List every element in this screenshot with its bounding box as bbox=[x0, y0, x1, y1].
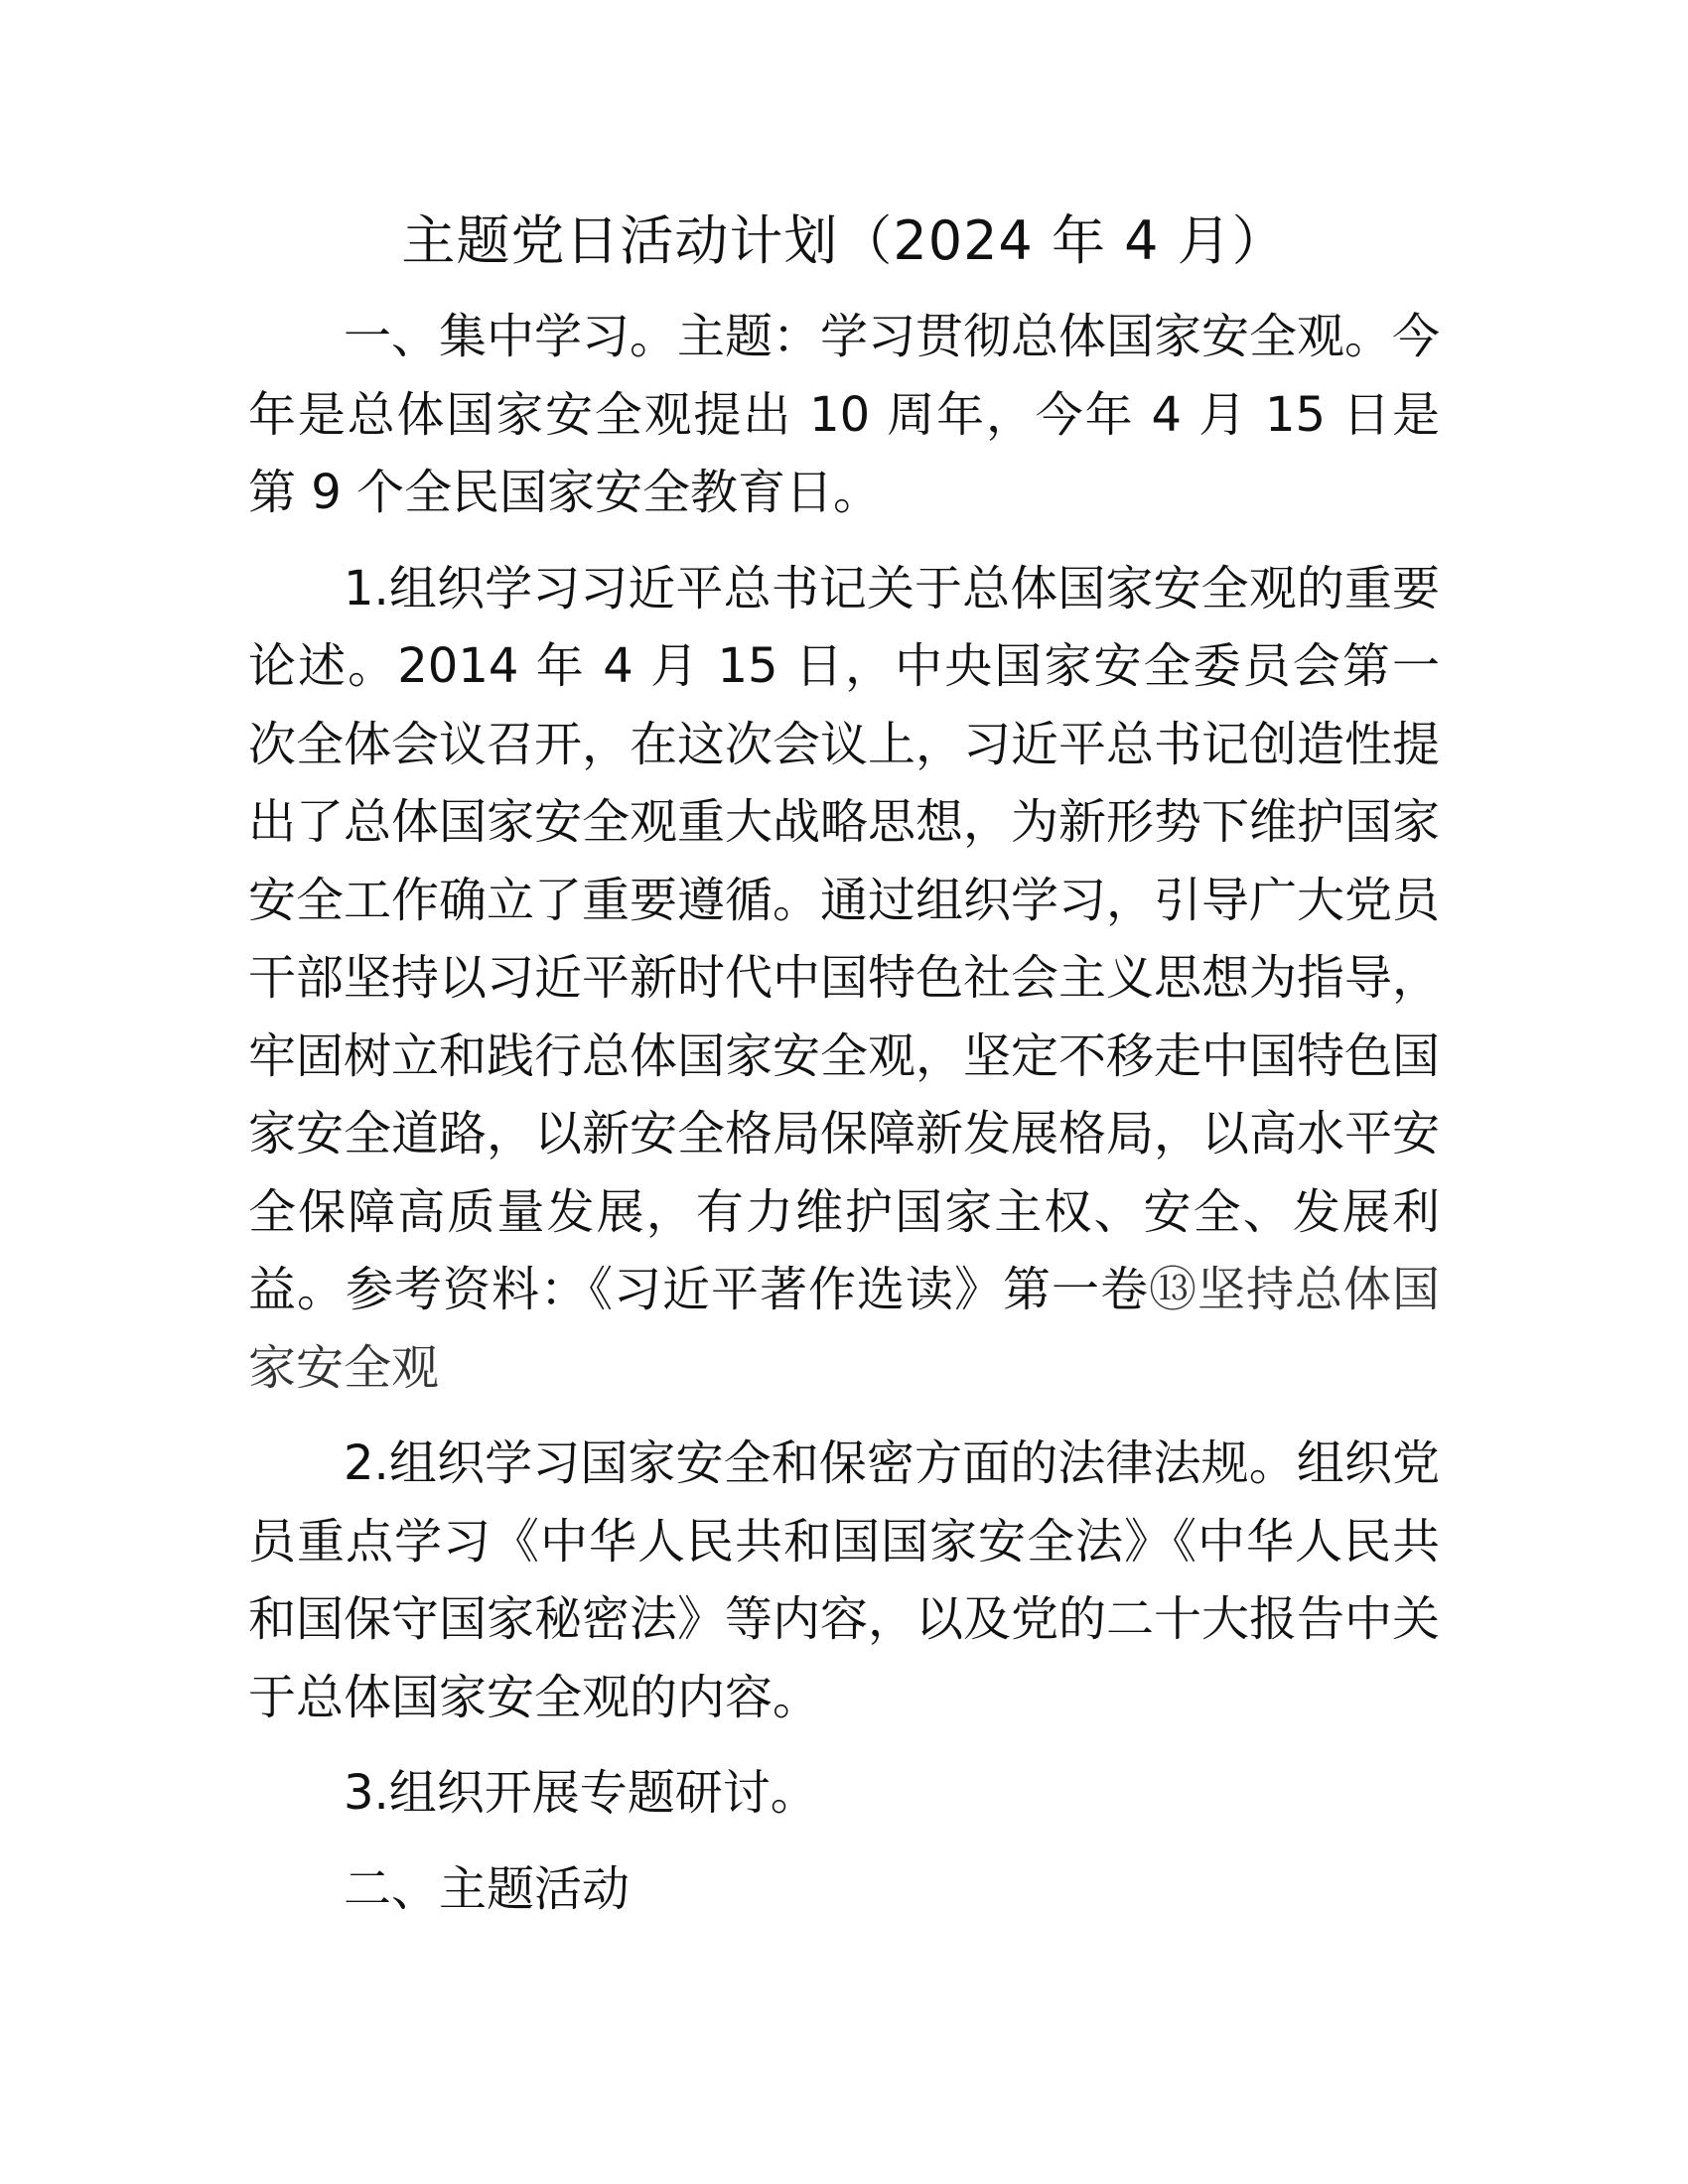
paragraph-themed-activity: 二、主题活动 bbox=[344, 1860, 631, 1917]
paragraph-study-item-1 bbox=[248, 550, 1440, 1408]
study-item-1-text: 1.组织学习习近平总书记关于总体国家安全观的重要论述。2014 年 4 月 15 日，中央国家安全委员会第一次全体会议召开，在这次会议上，习近平总书记创造性提出了总体国家安全观重大战略思想，为新形势下维护国家安全工作确立了重要遵循。通过组织学习，引导广大党员干部坚持以习近平新时代中国特色社会主义思想为指导，牢固树立和践行总体国家安全观，坚定不移走中国特色国家安全道路，以新安全格局保障新发展格局，以高水平安全保障高质量发展，有力维护国家主权、安全、发展利益。参考资料：《习近平著作选读》第一卷 bbox=[248, 560, 1441, 1317]
paragraph-study-item-2: 2.组织学习国家安全和保密方面的法律法规。组织党员重点学习《中华人民共和国国家安全法》《中华人民共和国保守国家秘密法》等内容，以及党的二十大报告中关于总体国家安全观的内容。 bbox=[248, 1435, 1441, 1725]
reference-chapter: ⑬坚持总体国家安全观 bbox=[248, 1262, 1440, 1396]
paragraph-focused-study: 一、集中学习。主题：学习贯彻总体国家安全观。今年是总体国家安全观提出 10 周年，今年 4 月 15 日是第 9 个全民国家安全教育日。 bbox=[248, 309, 1441, 520]
paragraph-study-item-3: 3.组织开展专题研讨。 bbox=[344, 1765, 818, 1821]
document-body bbox=[248, 298, 1440, 1946]
document-title: 主题党日活动计划（2024 年 4 月） bbox=[401, 209, 1287, 272]
